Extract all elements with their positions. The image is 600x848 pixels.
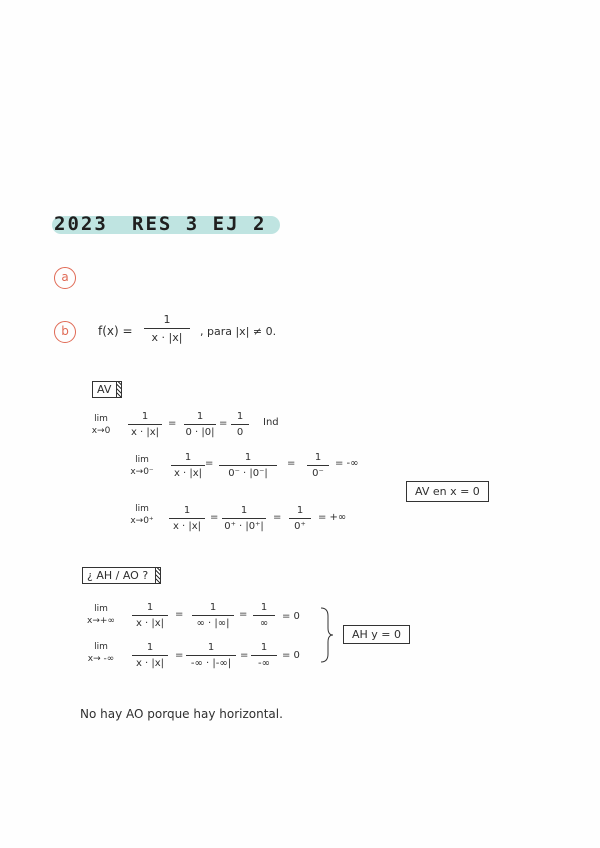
fraction — [219, 452, 277, 479]
fraction — [307, 452, 329, 479]
fraction — [253, 602, 275, 629]
av-result-box — [406, 481, 489, 502]
part-a-marker: a — [54, 267, 76, 289]
denominator: x · |x| — [135, 618, 165, 629]
conclusion-text: No hay AO porque hay horizontal. — [80, 707, 283, 721]
limit-operator — [126, 454, 158, 478]
limit-result: = 0 — [282, 611, 300, 622]
limit-result: = +∞ — [318, 512, 347, 523]
function-fraction — [144, 313, 190, 344]
equals: = — [219, 418, 228, 429]
lim-word: lim — [135, 504, 149, 514]
numerator: 1 — [260, 642, 268, 653]
limit-operator — [84, 603, 118, 627]
numerator: 1 — [184, 452, 192, 463]
fraction — [184, 411, 216, 438]
equals: = — [273, 512, 282, 523]
part-b-marker: b — [54, 321, 76, 343]
function-numerator: 1 — [163, 313, 171, 326]
box-hatch — [116, 381, 122, 398]
equals: = — [210, 512, 219, 523]
equals: = — [287, 458, 296, 469]
lim-sub: x→0⁻ — [130, 467, 154, 477]
limit-operator — [86, 413, 116, 437]
lim-word: lim — [94, 604, 108, 614]
numerator: 1 — [141, 411, 149, 422]
ah-result: AH y = 0 — [352, 628, 402, 641]
ah-ao-box-label: ¿ AH / AO ? — [87, 569, 149, 582]
numerator: 1 — [209, 602, 217, 613]
fraction — [132, 642, 168, 669]
fraction — [231, 411, 249, 438]
numerator: 1 — [244, 452, 252, 463]
numerator: 1 — [260, 602, 268, 613]
denominator: x · |x| — [173, 468, 203, 479]
numerator: 1 — [296, 505, 304, 516]
numerator: 1 — [240, 505, 248, 516]
denominator: ∞ · |∞| — [196, 618, 230, 629]
curly-brace-icon — [318, 606, 334, 664]
numerator: 1 — [183, 505, 191, 516]
fraction — [251, 642, 277, 669]
equals: = — [175, 609, 184, 620]
function-denominator: x · |x| — [151, 331, 183, 344]
denominator: -∞ — [258, 658, 270, 669]
title-exercise: RES 3 EJ 2 — [132, 213, 267, 235]
denominator: ∞ — [259, 618, 269, 629]
box-hatch — [155, 567, 161, 584]
fraction — [128, 411, 162, 438]
lim-word: lim — [135, 455, 149, 465]
denominator: 0 — [236, 427, 244, 438]
equals: = — [239, 609, 248, 620]
equals: = — [168, 418, 177, 429]
fraction — [132, 602, 168, 629]
lim-word: lim — [94, 414, 108, 424]
ah-result-box — [343, 625, 410, 644]
limit-result: = 0 — [282, 650, 300, 661]
equals: = — [240, 650, 249, 661]
lim-sub: x→ -∞ — [87, 654, 115, 664]
denominator: 0⁻ — [312, 468, 324, 479]
title-year: 2023 — [54, 213, 108, 235]
numerator: 1 — [236, 411, 244, 422]
fraction — [192, 602, 234, 629]
equals: = — [175, 650, 184, 661]
lim-sub: x→0⁺ — [130, 516, 154, 526]
lim-word: lim — [94, 642, 108, 652]
equals: = — [205, 458, 214, 469]
denominator: x · |x| — [130, 427, 160, 438]
av-result: AV en x = 0 — [415, 485, 480, 498]
indeterminate-label: Ind — [263, 417, 279, 428]
numerator: 1 — [146, 602, 154, 613]
lim-sub: x→0 — [91, 426, 111, 436]
fraction — [289, 505, 311, 532]
denominator: 0 · |0| — [185, 427, 215, 438]
numerator: 1 — [207, 642, 215, 653]
numerator: 1 — [146, 642, 154, 653]
av-box-label: AV — [97, 383, 112, 396]
lim-sub: x→+∞ — [87, 616, 115, 626]
numerator: 1 — [196, 411, 204, 422]
denominator: 0⁻ · |0⁻| — [228, 468, 268, 479]
av-box — [92, 381, 122, 398]
fraction — [169, 505, 205, 532]
fraction — [222, 505, 266, 532]
function-domain: , para |x| ≠ 0. — [200, 325, 277, 338]
function-lhs: f(x) = — [98, 324, 133, 338]
denominator: -∞ · |-∞| — [190, 658, 232, 669]
limit-operator — [82, 641, 120, 665]
denominator: 0⁺ · |0⁺| — [224, 521, 264, 532]
denominator: 0⁺ — [294, 521, 306, 532]
limit-operator — [126, 503, 158, 527]
fraction — [171, 452, 205, 479]
ah-ao-box — [82, 567, 161, 584]
denominator: x · |x| — [172, 521, 202, 532]
limit-result: = -∞ — [335, 458, 359, 469]
numerator: 1 — [314, 452, 322, 463]
fraction — [186, 642, 236, 669]
denominator: x · |x| — [135, 658, 165, 669]
